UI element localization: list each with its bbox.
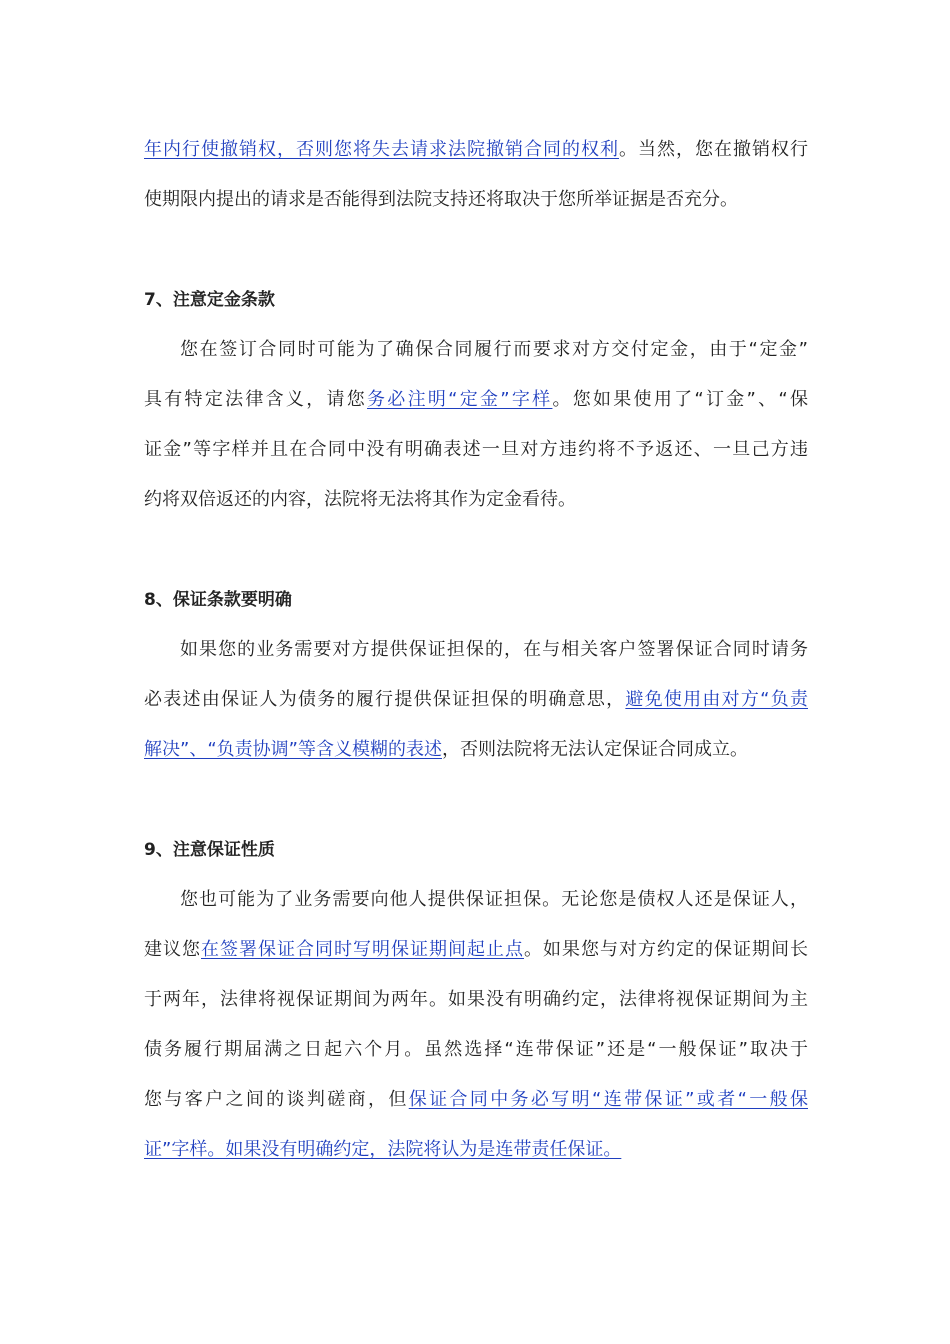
s7-line-2-post: 。您如果使用了“订金”、“保 (552, 389, 808, 410)
document-page (144, 125, 808, 1175)
s9-line-2 (144, 925, 808, 975)
guarantee-period-link[interactable]: 在签署保证合同时写明保证期间起止点 (201, 939, 524, 960)
s9-line-6 (144, 1125, 808, 1175)
section-7-heading: 7、注意定金条款 (144, 290, 275, 310)
intro-line-1-rest: 。当然，您在撤销权行 (619, 139, 808, 160)
s8-line-2-pre: 必表述由保证人为债务的履行提供保证担保的明确意思， (144, 689, 626, 710)
s9-line-4: 债务履行期届满之日起六个月。虽然选择“连带保证”还是“一般保证”取决于 (144, 1039, 808, 1060)
s9-line-5-pre: 您与客户之间的谈判磋商，但 (144, 1089, 409, 1110)
s9-line-3: 于两年，法律将视保证期间为两年。如果没有明确约定，法律将视保证期间为主 (144, 989, 808, 1010)
intro-line-2: 使期限内提出的请求是否能得到法院支持还将取决于您所举证据是否充分。 (144, 189, 738, 210)
section-9-heading: 9、注意保证性质 (144, 840, 275, 860)
s7-line-4: 约将双倍返还的内容，法院将无法将其作为定金看待。 (144, 489, 576, 510)
s7-line-2 (144, 375, 808, 425)
s7-line-2-pre: 具有特定法律含义，请您 (144, 389, 368, 410)
intro-line-1 (144, 125, 808, 175)
vague-terms-link-part-2[interactable]: 解决”、“负责协调”等含义模糊的表述 (144, 739, 442, 760)
s8-line-3 (144, 725, 808, 775)
s9-line-2-pre: 建议您 (144, 939, 201, 960)
s7-line-3: 证金”等字样并且在合同中没有明确表述一旦对方违约将不予返还、一旦己方违 (144, 439, 808, 460)
guarantee-type-link-part-1[interactable]: 保证合同中务必写明“连带保证”或者“一般保 (408, 1089, 808, 1110)
revocation-link[interactable]: 年内行使撤销权，否则您将失去请求法院撤销合同的权利 (144, 139, 619, 160)
vague-terms-link-part-1[interactable]: 避免使用由对方“负责 (625, 689, 808, 710)
s9-line-5 (144, 1075, 808, 1125)
s7-line-1: 您在签订合同时可能为了确保合同履行而要求对方交付定金，由于“定金” (180, 339, 808, 360)
s8-line-1: 如果您的业务需要对方提供保证担保的，在与相关客户签署保证合同时请务 (180, 639, 808, 660)
s9-line-1: 您也可能为了业务需要向他人提供保证担保。无论您是债权人还是保证人， (180, 889, 808, 910)
deposit-link[interactable]: 务必注明“定金”字样 (367, 389, 553, 410)
section-8-heading: 8、保证条款要明确 (144, 590, 292, 610)
s9-line-2-post: 。如果您与对方约定的保证期间长 (524, 939, 808, 960)
s8-line-2 (144, 675, 808, 725)
guarantee-type-link-part-2[interactable]: 证”字样。如果没有明确约定，法院将认为是连带责任保证。 (144, 1139, 622, 1160)
s8-line-3-post: ，否则法院将无法认定保证合同成立。 (441, 739, 748, 760)
